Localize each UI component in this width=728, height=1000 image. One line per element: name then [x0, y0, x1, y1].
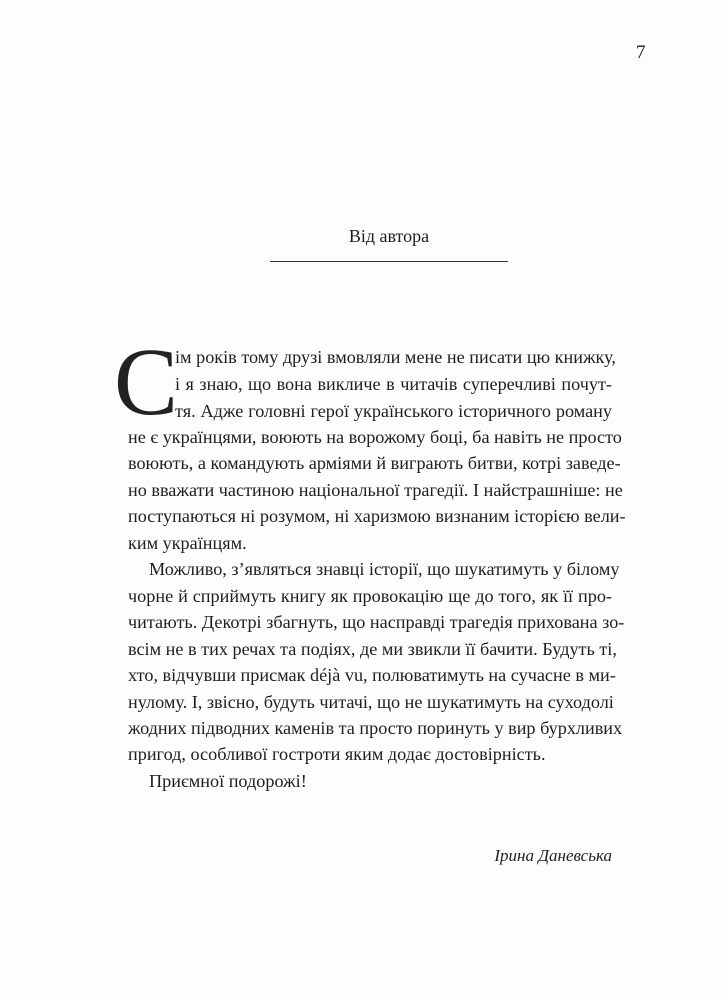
text-line: но вважати частиною національної трагедії. І найстрашніше: не	[128, 480, 623, 500]
text-line: воюють, а командують арміями й виграють битви, котрі заведе-	[128, 453, 621, 473]
text-line: і я знаю, що вона викличе в читачів суперечливі почут-	[175, 374, 612, 394]
text-line: тя. Адже головні герої українського історичного роману	[175, 401, 612, 421]
text-line: пригод, особливої гостроти яким додає достовірність.	[128, 744, 546, 764]
text-line: всім не в тих речах та подіях, де ми звикли її бачити. Будуть ті,	[128, 639, 617, 659]
text-line: Приємної подорожі!	[149, 771, 307, 791]
text-line: нулому. І, звісно, будуть читачі, що не шукатимуть на суходолі	[128, 692, 614, 712]
drop-cap: С	[114, 328, 179, 435]
text-line: чорне й сприймуть книгу як провокацію ще до того, як її про-	[128, 586, 612, 606]
text-line: читають. Декотрі збагнуть, що насправді трагедія прихована зо-	[128, 612, 625, 632]
page-number: 7	[636, 42, 646, 63]
text-line: хто, відчувши присмак déjà vu, полюватимуть на сучасне в ми-	[128, 665, 616, 685]
text-line: не є українцями, воюють на ворожому боці, ба навіть не просто	[128, 427, 622, 447]
title-divider	[270, 261, 508, 262]
text-line: ким українцям.	[128, 533, 247, 553]
text-line: ім років тому друзі вмовляли мене не писати цю книжку,	[175, 347, 616, 367]
section-title: Від автора	[348, 226, 430, 246]
text-line: поступаються ні розумом, ні харизмою визнаним історією вели-	[128, 506, 626, 526]
text-line: жодних підводних каменів та просто поринуть у вир бурхливих	[128, 718, 623, 738]
text-line: Можливо, з’являться знавці історії, що шукатимуть у білому	[149, 559, 620, 579]
author-signature: Ірина Даневська	[494, 846, 612, 865]
